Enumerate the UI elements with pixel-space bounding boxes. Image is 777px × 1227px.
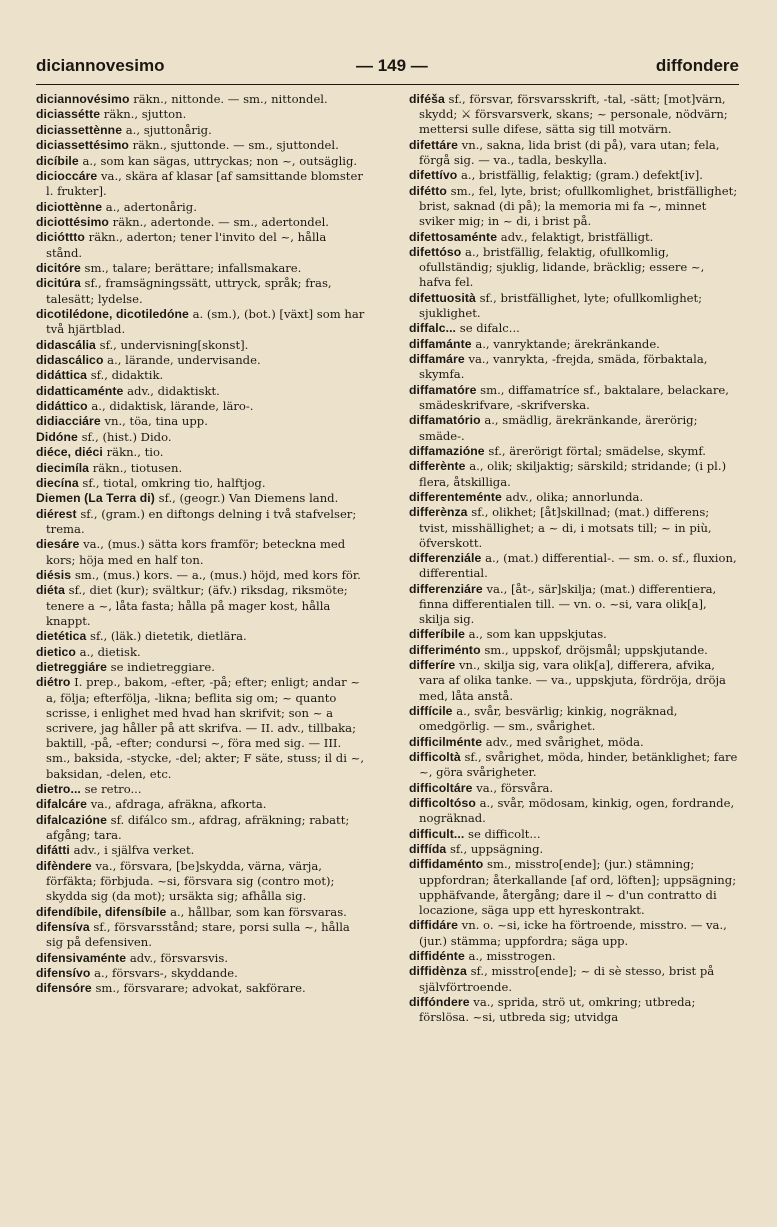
headword: diffamáre xyxy=(409,352,465,367)
headword: diffída xyxy=(409,842,447,857)
headword: differiménto xyxy=(409,642,481,657)
headword: diéta xyxy=(36,583,65,598)
headword: diffalc... xyxy=(409,321,457,336)
dictionary-entry xyxy=(409,321,739,336)
dictionary-entry xyxy=(36,645,366,660)
definition: adv., försvarsvis. xyxy=(129,950,229,965)
headword: didatticaménte xyxy=(36,383,124,398)
dictionary-entry xyxy=(36,154,366,169)
definition: sf., tiotal, omkring tio, halftjog. xyxy=(82,476,266,491)
definition: a., smädlig, ärekränkande, ärerörig; smäde-. xyxy=(419,413,698,443)
definition: sf., didaktik. xyxy=(90,368,164,383)
headword: diciassettésimo xyxy=(36,138,129,153)
dictionary-entry xyxy=(409,352,739,382)
right-column xyxy=(409,92,739,1026)
definition: vn. o. ~si, icke ha förtroende, misstro. — va., (jur.) stämma; uppfordra; säga upp. xyxy=(419,918,727,948)
definition: va., försvåra. xyxy=(476,780,554,795)
dictionary-entry xyxy=(409,490,739,505)
definition: a., lärande, undervisande. xyxy=(107,352,261,367)
dictionary-entry xyxy=(36,200,366,215)
dictionary-entry xyxy=(36,583,366,629)
dictionary-entry xyxy=(36,261,366,276)
dictionary-entry xyxy=(409,551,739,581)
definition: va., [åt-, sär]skilja; (mat.) differentiera, finna differentialen till. — vn. o. ~si, vara olik[a], skilja sig. xyxy=(419,581,717,627)
headword: didiacciáre xyxy=(36,414,101,429)
left-column xyxy=(36,92,366,997)
definition: va., afdraga, afräkna, afkorta. xyxy=(90,797,267,812)
dictionary-entry xyxy=(36,782,366,797)
dictionary-entry xyxy=(409,704,739,734)
dictionary-entry xyxy=(409,796,739,826)
headword: difficoltáre xyxy=(409,780,473,795)
definition: adv., olika; annorlunda. xyxy=(505,489,644,504)
headword: difficoltóso xyxy=(409,796,476,811)
definition: räkn., tio. xyxy=(106,445,164,460)
definition: sf., (läk.) dietetik, dietlära. xyxy=(90,629,247,644)
dictionary-entry xyxy=(36,107,366,122)
headword: difettosaménte xyxy=(409,229,498,244)
headword: difficoltà xyxy=(409,750,461,765)
definition: sf., misstro[ende]; ~ di sè stesso, brist på självförtroende. xyxy=(419,964,715,994)
headword: difensóre xyxy=(36,981,92,996)
dictionary-entry xyxy=(36,276,366,306)
dictionary-entry xyxy=(36,461,366,476)
definition: sf., bristfällighet, lyte; ofullkomlighet; sjuklighet. xyxy=(419,290,703,320)
definition: a., misstrogen. xyxy=(468,949,556,963)
headword: diféša xyxy=(409,92,445,106)
definition: a., didaktisk, lärande, läro-. xyxy=(91,399,254,414)
headword: diffidénte xyxy=(409,949,465,963)
dictionary-entry xyxy=(36,843,366,858)
definition: a., som kan uppskjutas. xyxy=(468,627,607,642)
definition: a., svår, besvärlig; kinkig, nogräknad, omedgörlig. — sm., svårighet. xyxy=(419,704,678,734)
headword: Didóne xyxy=(36,429,78,444)
definition: se difficolt... xyxy=(468,826,541,841)
definition: vn., sakna, lida brist (di på), vara utan; fela, förgå sig. — va., tadla, beskylla. xyxy=(419,137,720,167)
headword: diciassettènne xyxy=(36,122,123,137)
dictionary-entry xyxy=(36,859,366,905)
dictionary-entry xyxy=(409,413,739,443)
headword: difensívo xyxy=(36,965,91,980)
definition: sf., diet (kur); svältkur; (äfv.) riksdag, riksmöte; tenere a ~, låta fasta; hålla på mager kost, hålla knappt. xyxy=(46,583,348,628)
dictionary-entry xyxy=(36,629,366,644)
headword: diffícile xyxy=(409,704,453,719)
headword: differenziáre xyxy=(409,581,483,596)
definition: a. (sm.), (bot.) [växt] som har två hjärtblad. xyxy=(46,306,365,337)
headword: diésis xyxy=(36,567,72,582)
dictionary-entry xyxy=(36,981,366,996)
headword: differíre xyxy=(409,658,456,673)
headword: Diemen (La Terra di) xyxy=(36,491,155,506)
headword: dicitúra xyxy=(36,276,81,291)
definition: räkn., sjutton. xyxy=(103,107,187,122)
definition: a., vanryktande; ärekränkande. xyxy=(475,336,660,351)
definition: a., bristfällig, felaktig; (gram.) defekt[iv]. xyxy=(460,168,703,183)
definition: a., sjuttonårig. xyxy=(125,122,212,137)
dictionary-entry xyxy=(36,92,366,107)
dictionary-entry xyxy=(36,384,366,399)
dictionary-entry xyxy=(36,399,366,414)
headword: didáttico xyxy=(36,399,88,414)
dictionary-entry xyxy=(409,964,739,994)
headword: difátti xyxy=(36,843,70,858)
dictionary-entry xyxy=(36,338,366,353)
dictionary-entry xyxy=(409,383,739,413)
definition: vn., töa, tina upp. xyxy=(104,414,208,429)
definition: a., (mat.) differential-. — sm. o. sf., fluxion, differential. xyxy=(419,551,737,581)
headword: difensivaménte xyxy=(36,950,127,965)
dictionary-entry xyxy=(36,537,366,567)
definition: a., hållbar, som kan försvaras. xyxy=(170,904,347,919)
dictionary-entry xyxy=(36,966,366,981)
definition: va., skära af klasar [af samsittande blomster l. frukter]. xyxy=(46,168,363,199)
headword: didascália xyxy=(36,337,96,352)
headword: diesáre xyxy=(36,537,80,552)
headword: differenziále xyxy=(409,551,482,566)
definition: sf. difálco sm., afdrag, afräkning; rabatt; afgång; tara. xyxy=(46,812,350,842)
headword: dietro... xyxy=(36,781,81,796)
header-first-word: diciannovesimo xyxy=(36,56,165,75)
headword: dicioccáre xyxy=(36,168,98,183)
dictionary-entry xyxy=(36,568,366,583)
dictionary-entry xyxy=(409,643,739,658)
definition: sf., (gram.) en diftongs delning i två stafvelser; trema. xyxy=(46,506,357,536)
dictionary-entry xyxy=(36,138,366,153)
definition: sf., svårighet, möda, hinder, betänklighet; fare ~, göra svårigheter. xyxy=(419,750,738,780)
headword: diffamánte xyxy=(409,336,472,351)
headword: difettóso xyxy=(409,244,462,259)
dictionary-entry xyxy=(409,184,739,230)
dictionary-entry xyxy=(36,797,366,812)
dictionary-entry xyxy=(36,430,366,445)
dictionary-entry xyxy=(36,507,366,537)
headword: dicitóre xyxy=(36,260,81,275)
dictionary-entry xyxy=(409,92,739,138)
headword: dicíbile xyxy=(36,153,79,168)
page-header xyxy=(36,56,739,84)
definition: vn., skilja sig, vara olik[a], differera, afvika, vara af olika tanke. — va., uppskjuta, fördröja, dröja med, låta anstå. xyxy=(419,658,726,703)
headword: difettáre xyxy=(409,137,458,152)
definition: räkn., nittonde. — sm., nittondel. xyxy=(133,92,328,106)
dictionary-entry xyxy=(36,169,366,199)
dictionary-entry xyxy=(409,444,739,459)
definition: a., dietisk. xyxy=(79,644,141,659)
definition: sf., (geogr.) Van Diemens land. xyxy=(158,491,339,506)
headword: diffóndere xyxy=(409,994,470,1009)
definition: sm., fel, lyte, brist; ofullkomlighet, bristfällighet; brist, saknad (di på); la memoria mi fa ~, minnet sviker mig; in ~ di, i brist på. xyxy=(419,183,738,229)
definition: a., olik; skiljaktig; särskild; stridande; (i pl.) flera, åtskilliga. xyxy=(419,459,727,489)
headword: diffamatóre xyxy=(409,382,477,397)
headword: dietico xyxy=(36,644,76,659)
headword: diffidaménto xyxy=(409,857,484,872)
definition: adv., i själfva verket. xyxy=(73,843,195,858)
dictionary-entry xyxy=(409,245,739,291)
headword: dicióttto xyxy=(36,230,85,245)
header-last-word: diffondere xyxy=(655,56,739,75)
definition: sf., försvar, försvarsskrift, -tal, -sätt; [mot]värn, skydd; ⚔ försvarsverk, skans; ~ personale, nödvärn; mettersi sulle difese, sätta sig till motvärn. xyxy=(419,92,728,137)
headword: diecína xyxy=(36,476,79,491)
headword: didáttica xyxy=(36,368,88,383)
dictionary-entry xyxy=(409,291,739,321)
headword: diffamatório xyxy=(409,413,481,428)
headword: difalcazióne xyxy=(36,812,107,827)
headword: difettívo xyxy=(409,168,458,183)
headword: difèndere xyxy=(36,858,92,873)
dictionary-entry xyxy=(409,842,739,857)
dictionary-entry xyxy=(409,857,739,918)
headword: differíbile xyxy=(409,627,465,642)
headword: difalcáre xyxy=(36,797,88,812)
headword: dietreggiáre xyxy=(36,659,107,674)
dictionary-entry xyxy=(409,168,739,183)
headword: didascálico xyxy=(36,352,104,367)
definition: sf., (hist.) Dido. xyxy=(81,429,172,444)
headword: difensíva xyxy=(36,919,90,934)
headword: difendíbile, difensíbile xyxy=(36,904,167,919)
dictionary-entry xyxy=(409,230,739,245)
dictionary-entry xyxy=(409,827,739,842)
headword: diciottésimo xyxy=(36,214,109,229)
dictionary-entry xyxy=(36,476,366,491)
definition: adv., felaktigt, bristfälligt. xyxy=(500,229,654,244)
definition: adv., med svårighet, möda. xyxy=(485,734,644,749)
headword: difficilménte xyxy=(409,734,483,749)
dictionary-entry xyxy=(409,735,739,750)
definition: räkn., tiotusen. xyxy=(92,460,183,475)
definition: va., vanrykta, -frejda, smäda, förbaktala, skymfa. xyxy=(419,352,708,382)
definition: sm., (mus.) kors. — a., (mus.) höjd, med kors för. xyxy=(74,567,361,582)
dictionary-entry xyxy=(36,445,366,460)
definition: va., sprida, strö ut, omkring; utbreda; förslösa. ~si, utbreda sig; utvidga xyxy=(419,994,696,1025)
dictionary-entry xyxy=(36,414,366,429)
definition: sf., framsägningssätt, uttryck, språk; fras, talesätt; lydelse. xyxy=(46,276,332,306)
headword: diétro xyxy=(36,675,71,690)
definition: a., försvars-, skyddande. xyxy=(94,965,238,980)
definition: sf., olikhet; [åt]skillnad; (mat.) differens; tvist, misshällighet; a ~ di, i motsats till; ~ in più, öfverskott. xyxy=(419,505,712,550)
dictionary-entry xyxy=(409,138,739,168)
definition: a., som kan sägas, uttryckas; non ~, outsäglig. xyxy=(82,153,358,168)
dictionary-entry xyxy=(409,750,739,780)
definition: sm., talare; berättare; infallsmakare. xyxy=(84,260,302,275)
headword: diffidènza xyxy=(409,964,467,979)
headword: diffamazióne xyxy=(409,443,485,458)
definition: räkn., sjuttonde. — sm., sjuttondel. xyxy=(132,138,339,153)
dictionary-entry xyxy=(36,307,366,337)
headword: diecimíla xyxy=(36,460,90,475)
dictionary-entry xyxy=(409,658,739,704)
dictionary-entry xyxy=(36,353,366,368)
definition: a., svår, mödosam, kinkig, ogen, fordrande, nogräknad. xyxy=(419,796,735,826)
dictionary-entry xyxy=(409,582,739,628)
dictionary-entry xyxy=(36,215,366,230)
dictionary-entry xyxy=(409,995,739,1025)
definition: räkn., aderton; tener l'invito del ~, hålla stånd. xyxy=(46,230,327,260)
dictionary-entry xyxy=(36,905,366,920)
headword: difettuosità xyxy=(409,290,476,305)
definition: räkn., adertonde. — sm., adertondel. xyxy=(112,214,329,229)
dictionary-entry xyxy=(36,920,366,950)
definition: a., adertonårig. xyxy=(105,199,197,214)
definition: sf., ärerörigt förtal; smädelse, skymf. xyxy=(488,443,706,458)
definition: sm., försvarare; advokat, sakförare. xyxy=(95,981,306,996)
definition: adv., didaktiskt. xyxy=(127,383,220,398)
definition: a., bristfällig, felaktig, ofullkomlig, ofullständig; sjuklig, lidande, bräcklig; essere ~, hafva fel. xyxy=(419,244,705,290)
dictionary-entry xyxy=(36,813,366,843)
headword: differenteménte xyxy=(409,489,502,504)
headword: diciottènne xyxy=(36,199,103,214)
dictionary-entry xyxy=(409,337,739,352)
dictionary-entry xyxy=(36,368,366,383)
definition: va., försvara, [be]skydda, värna, värja, förfäkta; förbjuda. ~si, försvara sig (contro mot); skydda sig (da mot); ursäkta sig; afhålla sig. xyxy=(46,858,335,904)
headword: diffidáre xyxy=(409,918,458,933)
dictionary-entry xyxy=(36,675,366,781)
headword: diérest xyxy=(36,506,77,521)
dictionary-entry xyxy=(36,660,366,675)
definition: I. prep., bakom, -efter, -på; efter; enligt; andar ~ a, följa; efterfölja, -likna; beflita sig om; ~ quanto scrisse, i enlighet med hvad han skrifvit; son ~ a scrivere, jag håller på att skrifva. — II. adv., tillbaka; baktill, -på, -efter; condursi ~, föra med sig. — III. sm., baksida, -stycke, -del; akter; F säte, stuss; il di ~, baksidan, -delen, etc. xyxy=(46,675,365,781)
dictionary-entry xyxy=(36,491,366,506)
page-number: — 149 — xyxy=(356,56,428,75)
definition: sm., misstro[ende]; (jur.) stämning; uppfordran; återkallande [af ord, löften]; uppsägning; upphäfvande, återgång; dare il ~ d'un contratto di locazione, säga upp ett hyreskontrakt. xyxy=(419,857,737,918)
headword: differènza xyxy=(409,505,468,520)
dictionary-entry xyxy=(36,230,366,260)
dictionary-entry xyxy=(409,505,739,551)
headword: differènte xyxy=(409,459,466,474)
definition: sf., uppsägning. xyxy=(449,842,544,857)
definition: sf., försvarsstånd; stare, porsi sulla ~, hålla sig på defensiven. xyxy=(46,919,350,950)
dictionary-entry xyxy=(409,949,739,964)
headword: diéce, diéci xyxy=(36,445,103,460)
headword: difétto xyxy=(409,183,447,198)
definition: se difalc... xyxy=(459,321,520,336)
definition: va., (mus.) sätta kors framför; beteckna med kors; höja med en half ton. xyxy=(46,537,346,567)
definition: sf., undervisning[skonst]. xyxy=(99,337,249,352)
header-rule xyxy=(36,84,739,85)
definition: se indietreggiare. xyxy=(110,659,215,674)
dictionary-entry xyxy=(36,951,366,966)
dictionary-entry xyxy=(36,123,366,138)
headword: diciassétte xyxy=(36,107,101,122)
definition: sm., diffamatríce sf., baktalare, belackare, smädeskrifvare, -skrifverska. xyxy=(419,382,729,412)
headword: dicotilédone, dicotiledóne xyxy=(36,306,189,321)
definition: se retro... xyxy=(84,781,142,796)
dictionary-entry xyxy=(409,627,739,642)
dictionary-entry xyxy=(409,918,739,948)
definition: sm., uppskof, dröjsmål; uppskjutande. xyxy=(484,642,708,657)
headword: dietética xyxy=(36,629,87,644)
headword: diciannovésimo xyxy=(36,92,130,106)
headword: difficult... xyxy=(409,826,465,841)
dictionary-entry xyxy=(409,459,739,489)
dictionary-entry xyxy=(409,781,739,796)
